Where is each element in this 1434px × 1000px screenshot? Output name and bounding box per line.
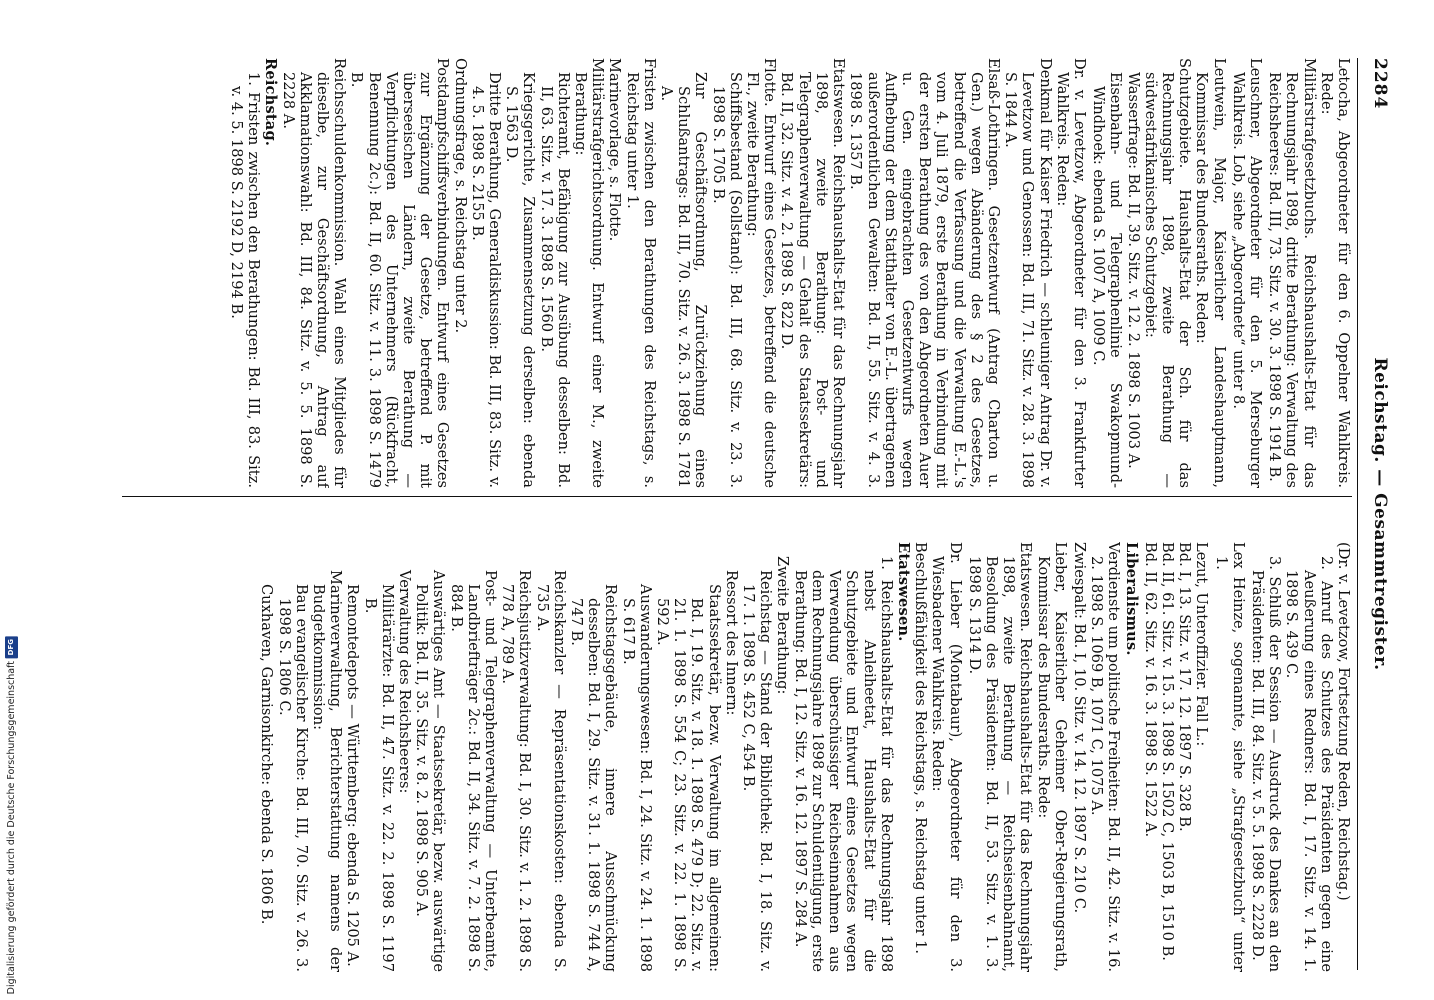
register-subentry: Marinevorlage, s. Flotte. [606,58,624,242]
register-subentry: Denkmal für Kaiser Friedrich — schleuniger Antrag Dr. v. Levetzow und Genossen: Bd. III, 71. Sitz. v. 28. 3. 1898 S. 1844 A. [1002,58,1054,488]
register-entry: Lieber, Kaiserlicher Geheimer Ober-Regierungsrath, Kommissar des Bundesraths. Rede: [1034,542,1069,972]
register-subentry: Cuxhaven, Garnisonkirche: ebenda S. 1806 B. [258,584,276,925]
register-subentry: Elsaß-Lothringen. Gesetzentwurf (Antrag Charton u. Gen.) wegen Abänderung des § 2 des Gesetzes, betreffend die Verfassung und die Verwaltung E.-L.'s vom 4. Juli 1879, erste Berathung in Verbindung mit der ersten Berathung des von den Abgeordneten Auer u. Gen. eingebrachten Gesetzentwurfs wegen Aufhebung der dem Statthalter von E.-L. übertragenen außerordentlichen Gewalten: Bd. II, 55. Sitz. v. 4. 3. 1898 S. 1357 B. [847,58,1002,488]
register-entry: Dr. Lieber (Montabaur), Abgeordneter für den 3. Wiesbadener Wahlkreis. Reden: [929,542,964,972]
register-subentry: Flotte. Entwurf eines Gesetzes, betreffend die deutsche Fl., zweite Berathung: [744,58,779,488]
register-subentry: Auswanderungswesen: Bd. I, 24. Sitz. v. 24. 1. 1898 S. 617 B. [619,584,654,972]
register-subentry: Post- und Telegraphenverwaltung — Unterbeamte, Landbriefträger 2c.: Bd. II, 34. Sitz. v. 7. 2. 1898 S. 884 B. [447,570,500,972]
register-subentry: Etatswesen. Reichshaushalts-Etat für das Rechnungsjahr 1898, zweite Berathung — Reichseisenbahnamt, Besoldung des Präsidenten: Bd. II, 53. Sitz. v. 1. 3. 1898 S. 1314 D. [965,542,1035,972]
register-subentry: Staatssekretär, bezw. Verwaltung im allgemeinen: Bd. I, 19. Sitz. v. 18. 1. 1898 S. 479 D; 22. Sitz. v. 21. 1. 1898 S. 554 C; 23. Sitz. v. 22. 1. 1898 S. 592 A. [654,584,723,972]
digitization-credit [5,636,18,994]
register-subentry: Ordnungsfrage, s. Reichstag unter 2. [451,58,469,334]
register-subentry: Dritte Berathung, Generaldiskussion: Bd. III, 83. Sitz. v. 4. 5. 1898 S. 2155 B. [468,72,504,488]
register-subentry: Eisenbahn- und Telegraphenlinie Swakopmund-Windhoek: ebenda S. 1007 A, 1009 C. [1090,72,1125,488]
register-subentry: Verdienste um politische Freiheiten: Bd. II, 42. Sitz. v. 16. 2. 1898 S. 1069 B, 1071 C, 1075 A. [1088,542,1123,972]
register-subentry: Schiffsbestand (Sollstand): Bd. III, 68. Sitz. v. 23. 3. 1898 S. 1705 B. [709,72,744,488]
register-subentry: Fristen zwischen den Berathungen des Reichstags, s. Reichstag unter 1. [623,58,658,488]
register-subentry: Auswärtiges Amt — Staatssekretär, bezw. auswärtige Politik: Bd. II, 35. Sitz. v. 8. 2. 1898 S. 905 A. [413,570,448,972]
register-subentry: Schutzgebiete. Haushalts-Etat der Sch. für das Rechnungsjahr 1898, zweite Berathung — südwestafrikanisches Schutzgebiet: [1141,58,1194,488]
register-subentry: Zur Geschäftsordnung, Zurückziehung eines Schlußantrags: Bd. III, 70. Sitz. v. 26. 3. 1898 S. 1781 A. [658,72,710,488]
left-column [122,58,1352,488]
register-subentry: Kriegsgerichte, Zusammensetzung derselben: ebenda S. 1563 D. [503,72,538,488]
register-subentry: Reichsjustizverwaltung: Bd. I, 30. Sitz. v. 1. 2. 1898 S. 778 A, 789 A. [499,570,534,972]
register-entry: (Dr. v. Levetzow, Fortsetzung Reden, Reichstag.) [1335,542,1352,901]
register-entry: Leutwein, Major, Kaiserlicher Landeshauptmann, Kommissar des Bundesraths. Reden: [1193,58,1228,488]
register-subentry: Etatswesen. [894,542,912,642]
register-subentry: 2. Anruf des Schutzes des Präsidenten gegen eine Aeußerung eines Redners: Bd. I, 17. Sitz. v. 14. 1. 1898 S. 439 C. [1283,556,1335,972]
register-entry: Lezut, Unteroffizier. Fall L.: [1193,542,1211,747]
register-subentry: Beschlußfähigkeit des Reichstags, s. Reichstag unter 1. [912,542,930,955]
register-entry: Letocha, Abgeordneter für den 6. Oppelner Wahlkreis. Rede: [1317,58,1352,488]
register-entry: Leuschner, Abgeordneter für den 5. Merseburger Wahlkreis. Lob, siehe „Abgeordnete“ unter 8. [1229,58,1264,488]
register-subentry: 1. Reichshaushalts-Etat für das Rechnungsjahr 1898 nebst Anleiheetat, Haushalts-Etat für die Schutzgebiete und Entwurf eines Gesetzes wegen Verwendung überschüssiger Reichseinnahmen aus dem Rechnungsjahre 1898 zur Schuldentilgung, erste Berathung: Bd. I, 12. Sitz. v. 16. 12. 1897 S. 284 A. [791,556,895,972]
register-subentry: Richteramt, Befähigung zur Ausübung desselben: Bd. II, 63. Sitz. v. 17. 3. 1898 S. 1560 B. [537,72,572,488]
register-subentry: Marineverwaltung, Berichterstattung namens der Budgetkommission: [310,570,345,972]
running-head: Reichstag. — Gesammtregister. [1370,357,1390,671]
register-entry: Dr. v. Levetzow, Abgeordneter für den 3. Frankfurter Wahlkreis. Reden: [1053,58,1088,488]
register-subentry: Bd. II, 62. Sitz. v. 16. 3. 1898 S. 1522 A. [1141,542,1159,838]
register-entry: Lex Heinze, sogenannte, siehe „Strafgesetzbuch“ unter 1. [1212,542,1247,972]
register-subentry: Remontedepots — Württemberg: ebenda S. 1205 A. [344,584,362,967]
dfg-logo: DFG [5,636,18,658]
register-subentry: 3. Schluß der Session — Ausdruck des Dankes an den Präsidenten: Bd. III, 84. Sitz. v. 5. 5. 1898 S. 2228 D. [1248,556,1284,972]
register-subentry: Zwiespalt: Bd. I, 10. Sitz. v. 14. 12. 1897 S. 210 C. [1070,542,1088,914]
register-subentry: Militärärzte: Bd. II, 47. Sitz. v. 22. 2. 1898 S. 1197 B. [361,584,396,972]
register-subentry: Bd. II, 61. Sitz. v. 15. 3. 1898 S. 1502 C, 1503 B, 1510 B. [1158,542,1176,961]
register-subentry: Ressort des Innern: [722,570,740,716]
register-subentry: Reichsschuldenkommission. Wahl eines Mitgliedes für dieselbe, zur Geschäftsordnung, Antrag auf Akklamationswahl: Bd. III, 84. Sitz. v. 5. 5. 1898 S. 2228 A. [279,58,349,488]
register-subentry: Etatswesen. Reichshaushalts-Etat für das Rechnungsjahr 1898, zweite Berathung: Post- und Telegraphenverwaltung — Gehalt des Staatssekretärs: Bd. II, 32. Sitz. v. 4. 2. 1898 S. 822 D. [778,58,848,488]
register-subentry: Reichstagsgebäude, innere Ausschmückung desselben: Bd. I, 29. Sitz. v. 31. 1. 1898 S. 744 A, 747 B. [568,584,620,972]
register-subentry: Militärstrafgesetzbuchs. Reichshaushalts-Etat für das Rechnungsjahr 1898, dritte Berathung: Verwaltung des Reichsheeres: Bd. III, 73. Sitz. v. 30. 3. 1898 S. 1914 B. [1266,58,1318,488]
register-subentry: Verwaltung des Reichsheeres: [396,570,414,794]
page-header [1357,58,1392,970]
register-subentry: 1. Fristen zwischen den Berathungen: Bd. III, 83. Sitz. v. 4. 5. 1898 S. 2192 D, 2194 B. [228,72,263,488]
register-subentry: Reichstag — Stand der Bibliothek: Bd. I, 18. Sitz. v. 17. 1. 1898 S. 452 C, 454 B. [740,570,775,972]
register-subentry: Bau evangelischer Kirche: Bd. III, 70. Sitz. v. 26. 3. 1898 S. 1806 C. [275,584,310,972]
register-subentry: Reichskanzler — Repräsentationskosten: ebenda S. 735 A. [533,570,568,972]
register-subentry: Zweite Berathung: [774,556,792,695]
right-column [122,542,1352,972]
register-entry: Liberalismus. [1122,542,1140,656]
register-subentry: Militärstrafgerichtsordnung. Entwurf einer M., zweite Berathung: [572,58,607,488]
register-subentry: Reichstag. [262,58,280,147]
register-subentry: Bd. I, 13. Sitz. v. 17. 12. 1897 S. 328 B. [1176,542,1194,832]
register-subentry: Postdampfschiffsverbindungen. Entwurf eines Gesetzes zur Ergänzung der Gesetze, betreffend P. mit überseeischen Ländern, zweite Berathung — Verpflichtungen des Unternehmers (Rückfracht, Benennung 2c.): Bd. II, 60. Sitz. v. 11. 3. 1898 S. 1479 B. [348,58,452,488]
column-divider [122,496,1352,497]
credit-text: Digitalisierung gefördert durch die Deutsche Forschungsgemeinschaft [6,660,17,994]
page-number: 2284 [1370,58,1390,110]
register-subentry: Wasserfrage: Bd. II, 39. Sitz. v. 12. 2. 1898 S. 1003 A. [1124,72,1142,469]
